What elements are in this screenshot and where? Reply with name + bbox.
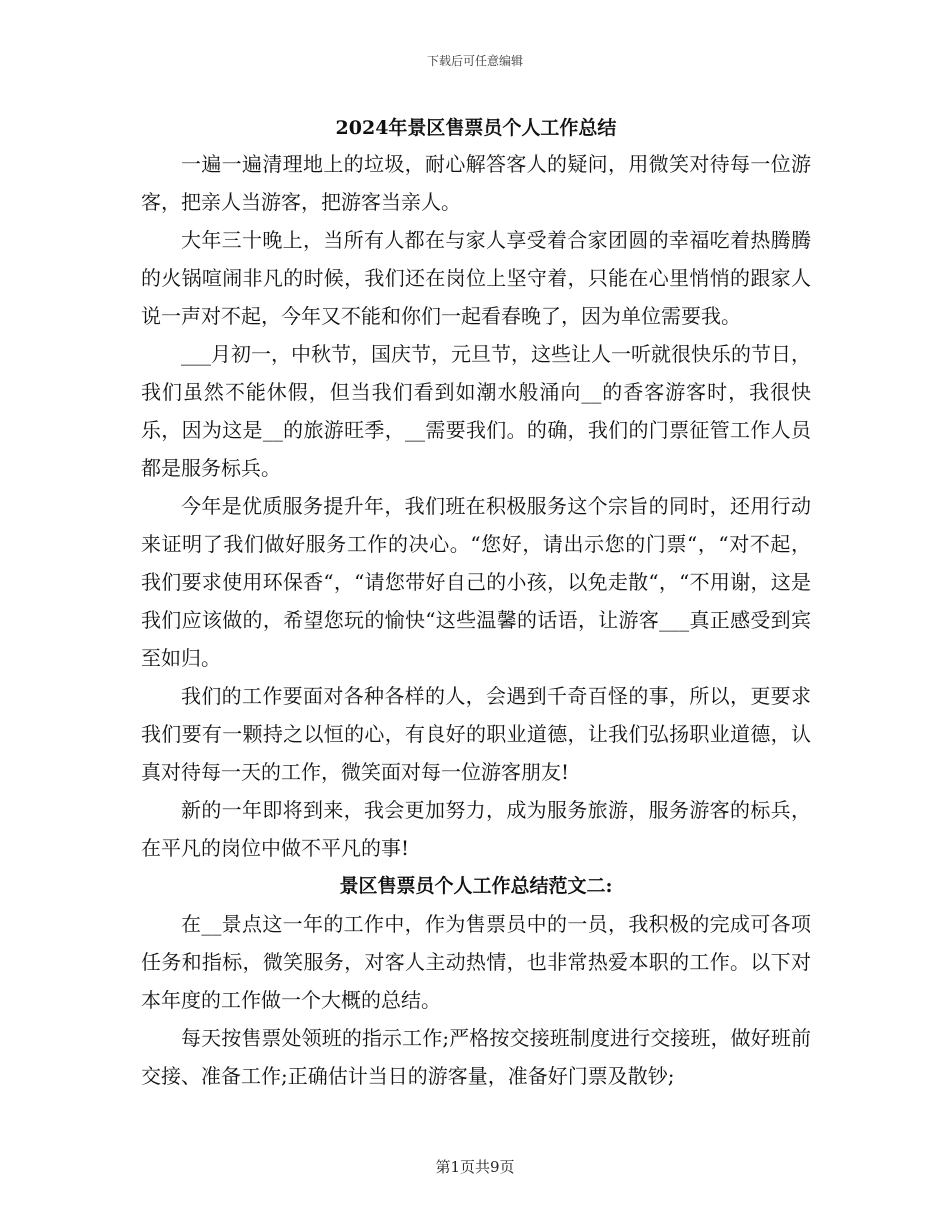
paragraph: 一遍一遍清理地上的垃圾，耐心解答客人的疑问，用微笑对待每一位游客，把亲人当游客，把游客当亲人。 bbox=[141, 152, 811, 214]
paragraph: 大年三十晚上，当所有人都在与家人享受着合家团圆的幸福吃着热腾腾的火锅喧闹非凡的时候，我们还在岗位上坚守着，只能在心里悄悄的跟家人说一声对不起，今年又不能和你们一起看春晚了，因为单位需要我。 bbox=[141, 228, 811, 328]
paragraph: 今年是优质服务提升年，我们班在积极服务这个宗旨的同时，还用行动来证明了我们做好服务工作的决心。“您好，请出示您的门票“，“对不起，我们要求使用环保香“，“请您带好自己的小孩，以免走散“，“不用谢，这是我们应该做的，希望您玩的愉快“这些温馨的话语，让游客___真正感受到宾至如归。 bbox=[141, 494, 811, 670]
paragraph: 每天按售票处领班的指示工作;严格按交接班制度进行交接班，做好班前交接、准备工作;正确估计当日的游客量，准备好门票及散钞; bbox=[141, 1026, 811, 1088]
paragraph: ___月初一，中秋节，国庆节，元旦节，这些让人一听就很快乐的节日，我们虽然不能休假，但当我们看到如潮水般涌向__的香客游客时，我很快乐，因为这是__的旅游旺季，__需要我们。的确，我们的门票征管工作人员都是服务标兵。 bbox=[141, 342, 811, 480]
document-body bbox=[141, 113, 811, 1095]
document-title: 2024年景区售票员个人工作总结 bbox=[335, 117, 617, 139]
page-footer: 第1页共9页 bbox=[435, 1158, 515, 1176]
page-header: 下载后可任意编辑 bbox=[426, 54, 523, 68]
paragraph: 在__景点这一年的工作中，作为售票员中的一员，我积极的完成可各项任务和指标，微笑服务，对客人主动热情，也非常热爱本职的工作。以下对本年度的工作做一个大概的总结。 bbox=[141, 912, 811, 1012]
section-subtitle: 景区售票员个人工作总结范文二: bbox=[339, 875, 613, 897]
paragraph: 我们的工作要面对各种各样的人，会遇到千奇百怪的事，所以，更要求我们要有一颗持之以恒的心，有良好的职业道德，让我们弘扬职业道德，认真对待每一天的工作，微笑面对每一位游客朋友! bbox=[141, 684, 811, 784]
paragraph: 新的一年即将到来，我会更加努力，成为服务旅游，服务游客的标兵，在平凡的岗位中做不平凡的事! bbox=[141, 798, 811, 860]
